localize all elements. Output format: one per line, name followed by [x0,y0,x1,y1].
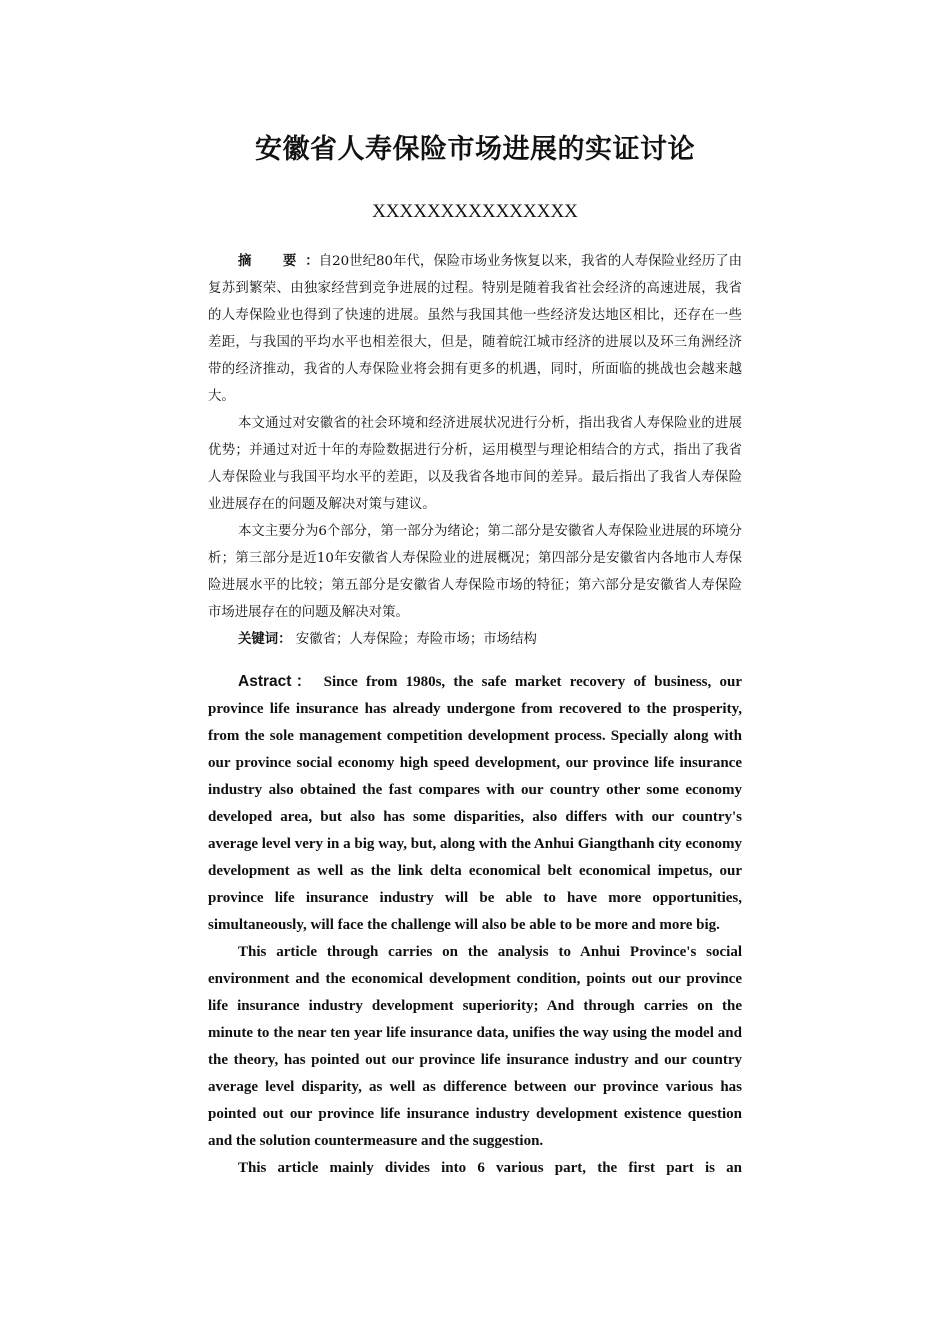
keywords-line [208,626,742,653]
abstract-en-text-1: Since from 1980s, the safe market recovery of business, our province life insurance has already undergone from recovered to the prosperity, from the sole management competition development process. Specially along with our province social economy high speed development, our province life insurance industry also obtained the fast compares with our country other some economy developed area, but also has some disparities, also differs with our country's average level very in a big way, but, along with the Anhui Giangthanh city economy development as well as the link delta economical belt economical impetus, our province life insurance industry will be able to have more opportunities, simultaneously, will face the challenge will also be able to be more and more big. [208,674,742,933]
abstract-zh-paragraph-1 [208,248,742,410]
author-name: XXXXXXXXXXXXXXX [372,201,578,222]
abstract-en-colon: ： [291,674,316,690]
abstract-zh-text-1: 自20世纪80年代，保险市场业务恢复以来，我省的人寿保险业经历了由复苏到繁荣、由独家经营到竞争进展的过程。特别是随着我省社会经济的高速进展，我省的人寿保险业也得到了快速的进展。虽然与我国其他一些经济发达地区相比，还存在一些差距，与我国的平均水平也相差很大，但是，随着皖江城市经济的进展以及环三角洲经济带的经济推动，我省的人寿保险业将会拥有更多的机遇，同时，所面临的挑战也会越来越大。 [208,254,743,404]
abstract-en-paragraph-3: This article mainly divides into 6 various part, the first part is an [238,1160,742,1176]
abstract-zh-paragraph-3: 本文主要分为6个部分，第一部分为绪论；第二部分是安徽省人寿保险业进展的环境分析；第三部分是近10年安徽省人寿保险业的进展概况；第四部分是安徽省内各地市人寿保险进展水平的比较；第五部分是安徽省人寿保险市场的特征；第六部分是安徽省人寿保险市场进展存在的问题及解决对策。 [208,524,742,620]
abstract-zh-paragraph-2: 本文通过对安徽省的社会环境和经济进展状况进行分析，指出我省人寿保险业的进展优势；并通过对近十年的寿险数据进行分析，运用模型与理论相结合的方式，指出了我省人寿保险业与我国平均水平的差距，以及我省各地市间的差异。最后指出了我省人寿保险业进展存在的问题及解决对策与建议。 [208,416,742,512]
english-abstract [208,668,742,1182]
keywords-label: 关键词： [238,631,292,647]
abstract-en-paragraph-2: This article through carries on the analysis to Anhui Province's social environment and the economical development condition, points out our province life insurance industry development superiority; And through carries on the minute to the near ten year life insurance data, unifies the way using the model and the theory, has pointed out our province life insurance industry and our country average level disparity, as well as difference between our province various has pointed out our province life insurance industry development existence question and the solution countermeasure and the suggestion. [208,944,742,1149]
abstract-zh-colon: ： [305,253,319,269]
keywords-text: 安徽省；人寿保险；寿险市场；市场结构 [295,632,537,647]
chinese-abstract [208,248,742,653]
abstract-en-paragraph-1 [208,668,742,939]
abstract-zh-label: 摘 要 [238,253,306,269]
document-title: 安徽省人寿保险市场进展的实证讨论 [255,134,695,165]
abstract-en-label: Astract [238,673,292,690]
